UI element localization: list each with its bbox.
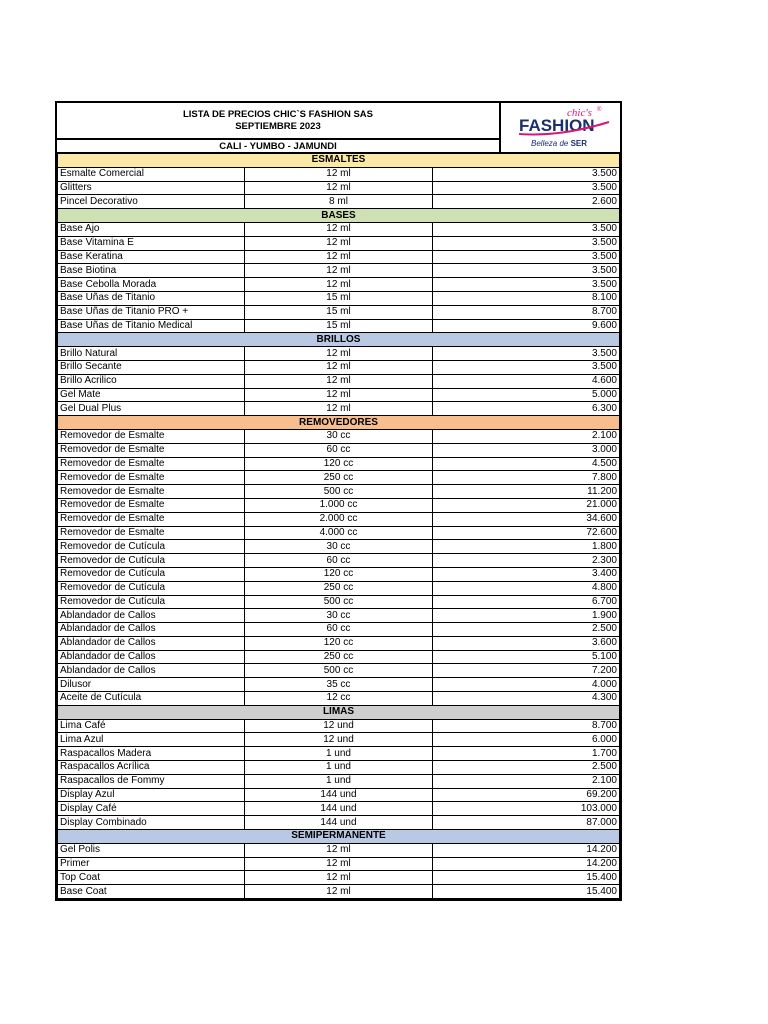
product-name-cell: Base Cebolla Morada — [58, 278, 245, 292]
product-price-cell: 7.800 — [432, 471, 619, 485]
product-size-cell: 1 und — [245, 747, 432, 761]
product-name-cell: Top Coat — [58, 871, 245, 885]
product-name-cell: Ablandador de Callos — [58, 650, 245, 664]
product-size-cell: 15 ml — [245, 319, 432, 333]
product-price-cell: 3.000 — [432, 443, 619, 457]
product-price-cell: 103.000 — [432, 802, 619, 816]
product-row — [58, 623, 620, 637]
product-name-cell: Ablandador de Callos — [58, 664, 245, 678]
product-name-cell: Gel Mate — [58, 388, 245, 402]
product-size-cell: 4.000 cc — [245, 526, 432, 540]
product-row — [58, 402, 620, 416]
logo-tagline — [531, 139, 587, 148]
product-name-cell: Base Uñas de Titanio PRO + — [58, 305, 245, 319]
product-name-cell: Gel Polis — [58, 843, 245, 857]
product-price-cell: 87.000 — [432, 816, 619, 830]
product-size-cell: 1.000 cc — [245, 498, 432, 512]
product-size-cell: 12 und — [245, 719, 432, 733]
product-name-cell: Removedor de Cutícula — [58, 554, 245, 568]
product-row — [58, 595, 620, 609]
product-size-cell: 12 ml — [245, 885, 432, 899]
product-price-cell: 15.400 — [432, 871, 619, 885]
product-name-cell: Removedor de Esmalte — [58, 471, 245, 485]
product-price-cell: 11.200 — [432, 485, 619, 499]
product-size-cell: 12 ml — [245, 871, 432, 885]
product-row — [58, 567, 620, 581]
product-price-cell: 2.100 — [432, 774, 619, 788]
product-price-cell: 4.800 — [432, 581, 619, 595]
product-price-cell: 3.500 — [432, 181, 619, 195]
price-list-sheet — [55, 101, 622, 901]
product-name-cell: Raspacallos de Fommy — [58, 774, 245, 788]
logo-tagline-bold: SER — [570, 139, 588, 148]
product-name-cell: Removedor de Cutícula — [58, 581, 245, 595]
product-name-cell: Removedor de Esmalte — [58, 526, 245, 540]
logo-text-main: FASHION — [519, 116, 595, 135]
product-size-cell: 500 cc — [245, 485, 432, 499]
product-price-cell: 8.700 — [432, 305, 619, 319]
product-price-cell: 4.000 — [432, 678, 619, 692]
product-size-cell: 12 ml — [245, 167, 432, 181]
product-name-cell: Raspacallos Madera — [58, 747, 245, 761]
product-price-cell: 2.300 — [432, 554, 619, 568]
product-row — [58, 457, 620, 471]
product-size-cell: 1 und — [245, 774, 432, 788]
product-size-cell: 12 ml — [245, 857, 432, 871]
product-name-cell: Lima Azul — [58, 733, 245, 747]
product-size-cell: 250 cc — [245, 581, 432, 595]
product-row — [58, 471, 620, 485]
section-header-row — [58, 830, 620, 844]
product-size-cell: 12 ml — [245, 250, 432, 264]
product-price-cell: 72.600 — [432, 526, 619, 540]
product-row — [58, 664, 620, 678]
product-price-cell: 21.000 — [432, 498, 619, 512]
product-row — [58, 843, 620, 857]
product-price-cell: 14.200 — [432, 843, 619, 857]
product-name-cell: Brillo Secante — [58, 360, 245, 374]
product-row — [58, 857, 620, 871]
product-price-cell: 2.100 — [432, 429, 619, 443]
product-row — [58, 485, 620, 499]
product-row — [58, 319, 620, 333]
product-size-cell: 144 und — [245, 788, 432, 802]
product-size-cell: 250 cc — [245, 471, 432, 485]
product-price-cell: 5.000 — [432, 388, 619, 402]
product-price-cell: 8.100 — [432, 291, 619, 305]
product-size-cell: 12 ml — [245, 360, 432, 374]
title-line-2: SEPTIEMBRE 2023 — [235, 120, 321, 132]
document-title — [57, 103, 499, 140]
product-name-cell: Gel Dual Plus — [58, 402, 245, 416]
section-title: BASES — [58, 209, 620, 223]
section-title: REMOVEDORES — [58, 416, 620, 430]
product-size-cell: 120 cc — [245, 567, 432, 581]
product-name-cell: Primer — [58, 857, 245, 871]
product-price-cell: 3.500 — [432, 250, 619, 264]
logo-text-top: chic's — [567, 107, 592, 119]
product-row — [58, 719, 620, 733]
product-size-cell: 500 cc — [245, 595, 432, 609]
product-size-cell: 2.000 cc — [245, 512, 432, 526]
product-name-cell: Base Ajo — [58, 222, 245, 236]
product-price-cell: 1.900 — [432, 609, 619, 623]
product-size-cell: 12 ml — [245, 181, 432, 195]
product-size-cell: 144 und — [245, 816, 432, 830]
product-name-cell: Display Café — [58, 802, 245, 816]
product-row — [58, 581, 620, 595]
product-name-cell: Lima Café — [58, 719, 245, 733]
product-size-cell: 12 ml — [245, 278, 432, 292]
product-price-cell: 15.400 — [432, 885, 619, 899]
product-row — [58, 347, 620, 361]
product-name-cell: Dilusor — [58, 678, 245, 692]
product-name-cell: Removedor de Cutícula — [58, 595, 245, 609]
section-header-row — [58, 209, 620, 223]
product-price-cell: 69.200 — [432, 788, 619, 802]
product-row — [58, 222, 620, 236]
product-name-cell: Base Keratina — [58, 250, 245, 264]
product-name-cell: Ablandador de Callos — [58, 636, 245, 650]
product-name-cell: Removedor de Esmalte — [58, 512, 245, 526]
product-row — [58, 305, 620, 319]
header-title-area — [57, 103, 501, 152]
product-row — [58, 236, 620, 250]
cities-label: CALI - YUMBO - JAMUNDI — [219, 140, 337, 152]
product-price-cell: 2.500 — [432, 761, 619, 775]
product-name-cell: Base Uñas de Titanio — [58, 291, 245, 305]
product-price-cell: 4.300 — [432, 692, 619, 706]
product-price-cell: 6.700 — [432, 595, 619, 609]
section-title: SEMIPERMANENTE — [58, 830, 620, 844]
product-size-cell: 60 cc — [245, 554, 432, 568]
section-title: LIMAS — [58, 705, 620, 719]
product-name-cell: Base Coat — [58, 885, 245, 899]
product-name-cell: Brillo Natural — [58, 347, 245, 361]
product-price-cell: 1.800 — [432, 540, 619, 554]
product-price-cell: 3.500 — [432, 360, 619, 374]
product-row — [58, 885, 620, 899]
product-size-cell: 1 und — [245, 761, 432, 775]
product-price-cell: 2.600 — [432, 195, 619, 209]
product-size-cell: 8 ml — [245, 195, 432, 209]
title-line-1: LISTA DE PRECIOS CHIC`S FASHION SAS — [182, 108, 374, 120]
product-row — [58, 250, 620, 264]
product-row — [58, 816, 620, 830]
product-name-cell: Base Biotina — [58, 264, 245, 278]
product-row — [58, 512, 620, 526]
product-row — [58, 181, 620, 195]
product-price-cell: 4.500 — [432, 457, 619, 471]
product-name-cell: Raspacallos Acrílica — [58, 761, 245, 775]
product-price-cell: 3.500 — [432, 222, 619, 236]
product-price-cell: 6.000 — [432, 733, 619, 747]
product-size-cell: 30 cc — [245, 540, 432, 554]
product-price-cell: 3.500 — [432, 347, 619, 361]
product-row — [58, 774, 620, 788]
section-header-row — [58, 705, 620, 719]
product-price-cell: 2.500 — [432, 623, 619, 637]
product-price-cell: 3.500 — [432, 236, 619, 250]
product-size-cell: 15 ml — [245, 291, 432, 305]
logo-registered: ® — [597, 107, 602, 113]
product-size-cell: 30 cc — [245, 429, 432, 443]
product-size-cell: 60 cc — [245, 443, 432, 457]
product-size-cell: 120 cc — [245, 636, 432, 650]
product-price-cell: 7.200 — [432, 664, 619, 678]
product-row — [58, 761, 620, 775]
product-name-cell: Display Combinado — [58, 816, 245, 830]
product-row — [58, 871, 620, 885]
price-list-header — [57, 103, 620, 153]
product-row — [58, 388, 620, 402]
logo-tagline-prefix: Belleza de — [531, 139, 571, 148]
product-row — [58, 692, 620, 706]
product-row — [58, 678, 620, 692]
product-size-cell: 15 ml — [245, 305, 432, 319]
product-name-cell: Removedor de Esmalte — [58, 457, 245, 471]
product-size-cell: 30 cc — [245, 609, 432, 623]
product-name-cell: Removedor de Cutícula — [58, 567, 245, 581]
product-row — [58, 360, 620, 374]
product-name-cell: Esmalte Comercial — [58, 167, 245, 181]
product-name-cell: Base Uñas de Titanio Medical — [58, 319, 245, 333]
product-name-cell: Pincel Decorativo — [58, 195, 245, 209]
product-row — [58, 788, 620, 802]
product-size-cell: 12 ml — [245, 402, 432, 416]
product-size-cell: 250 cc — [245, 650, 432, 664]
product-row — [58, 429, 620, 443]
product-row — [58, 264, 620, 278]
product-name-cell: Base Vitamina E — [58, 236, 245, 250]
product-price-cell: 8.700 — [432, 719, 619, 733]
product-name-cell: Removedor de Cutícula — [58, 540, 245, 554]
product-size-cell: 12 ml — [245, 388, 432, 402]
product-price-cell: 4.600 — [432, 374, 619, 388]
product-price-cell: 3.500 — [432, 264, 619, 278]
product-name-cell: Removedor de Esmalte — [58, 485, 245, 499]
section-header-row — [58, 154, 620, 168]
product-name-cell: Glitters — [58, 181, 245, 195]
product-price-cell: 5.100 — [432, 650, 619, 664]
product-size-cell: 144 und — [245, 802, 432, 816]
product-size-cell: 35 cc — [245, 678, 432, 692]
product-row — [58, 747, 620, 761]
product-size-cell: 12 ml — [245, 264, 432, 278]
product-price-cell: 14.200 — [432, 857, 619, 871]
product-row — [58, 636, 620, 650]
product-size-cell: 12 und — [245, 733, 432, 747]
price-table — [57, 153, 620, 899]
product-row — [58, 167, 620, 181]
product-name-cell: Ablandador de Callos — [58, 623, 245, 637]
product-price-cell: 34.600 — [432, 512, 619, 526]
section-header-row — [58, 333, 620, 347]
product-row — [58, 609, 620, 623]
product-row — [58, 526, 620, 540]
product-price-cell: 9.600 — [432, 319, 619, 333]
product-size-cell: 12 cc — [245, 692, 432, 706]
section-title: BRILLOS — [58, 333, 620, 347]
product-row — [58, 540, 620, 554]
product-row — [58, 374, 620, 388]
product-row — [58, 291, 620, 305]
product-price-cell: 3.500 — [432, 278, 619, 292]
product-row — [58, 733, 620, 747]
chics-fashion-logo — [501, 103, 620, 150]
product-row — [58, 195, 620, 209]
product-price-cell: 3.500 — [432, 167, 619, 181]
product-name-cell: Display Azul — [58, 788, 245, 802]
product-name-cell: Removedor de Esmalte — [58, 443, 245, 457]
product-row — [58, 650, 620, 664]
section-header-row — [58, 416, 620, 430]
product-size-cell: 12 ml — [245, 843, 432, 857]
product-size-cell: 12 ml — [245, 236, 432, 250]
product-row — [58, 278, 620, 292]
product-price-cell: 6.300 — [432, 402, 619, 416]
section-title: ESMALTES — [58, 154, 620, 168]
product-size-cell: 120 cc — [245, 457, 432, 471]
product-row — [58, 554, 620, 568]
product-name-cell: Removedor de Esmalte — [58, 498, 245, 512]
logo-graphic — [501, 103, 620, 150]
product-size-cell: 12 ml — [245, 374, 432, 388]
product-name-cell: Removedor de Esmalte — [58, 429, 245, 443]
product-price-cell: 3.400 — [432, 567, 619, 581]
product-name-cell: Aceite de Cutícula — [58, 692, 245, 706]
product-name-cell: Ablandador de Callos — [58, 609, 245, 623]
product-size-cell: 60 cc — [245, 623, 432, 637]
product-size-cell: 500 cc — [245, 664, 432, 678]
product-price-cell: 1.700 — [432, 747, 619, 761]
product-row — [58, 498, 620, 512]
product-name-cell: Brillo Acrilico — [58, 374, 245, 388]
product-price-cell: 3.600 — [432, 636, 619, 650]
product-size-cell: 12 ml — [245, 347, 432, 361]
product-row — [58, 802, 620, 816]
product-size-cell: 12 ml — [245, 222, 432, 236]
product-row — [58, 443, 620, 457]
